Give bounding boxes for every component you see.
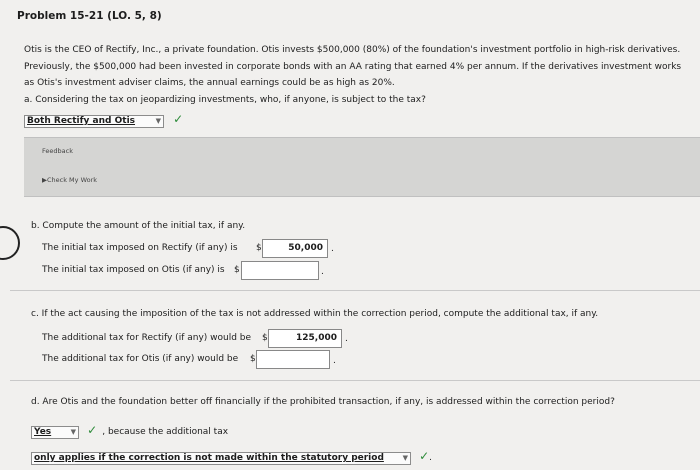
period: . xyxy=(331,244,334,254)
currency-symbol: $ xyxy=(256,243,262,253)
divider xyxy=(10,380,700,381)
scroll-indicator-icon xyxy=(0,226,20,260)
period: . xyxy=(429,453,433,463)
currency-symbol: $ xyxy=(262,333,268,343)
answer-d-text: , because the additional tax xyxy=(102,427,229,437)
chevron-down-icon: ▼ xyxy=(155,117,161,125)
period: . xyxy=(321,267,324,277)
answer-d-select-value: Yes xyxy=(34,427,52,437)
check-my-work-link[interactable]: ▶Check My Work xyxy=(42,176,98,184)
check-icon: ✓ xyxy=(419,449,430,463)
feedback-panel xyxy=(24,137,700,197)
problem-title: Problem 15-21 (LO. 5, 8) xyxy=(17,10,162,22)
answer-a-row xyxy=(24,108,183,128)
additional-tax-otis-input[interactable] xyxy=(256,350,330,369)
additional-tax-rectify-label: The additional tax for Rectify (if any) would be xyxy=(42,333,252,343)
additional-tax-rectify-input[interactable]: 125,000 xyxy=(268,329,342,348)
question-b: b. Compute the amount of the initial tax, if any. xyxy=(31,221,246,231)
answer-d-select[interactable] xyxy=(31,426,79,439)
tax-rectify-label: The initial tax imposed on Rectify (if any) is xyxy=(42,243,238,253)
answer-d-select-2-value: only applies if the correction is not made within the statutory period xyxy=(34,453,384,463)
currency-symbol: $ xyxy=(250,354,256,364)
question-a: a. Considering the tax on jeopardizing investments, who, if anyone, is subject to the tax? xyxy=(24,95,426,105)
answer-d-row-2 xyxy=(31,445,432,465)
tax-rectify-input[interactable]: 50,000 xyxy=(262,239,328,258)
period: . xyxy=(345,334,348,344)
chevron-down-icon: ▼ xyxy=(70,428,76,436)
period: . xyxy=(333,356,336,366)
currency-symbol: $ xyxy=(234,265,240,275)
answer-d-row xyxy=(31,419,228,439)
answer-d-select-2[interactable] xyxy=(31,452,411,465)
answer-a-select[interactable] xyxy=(24,115,164,128)
problem-intro: Otis is the CEO of Rectify, Inc., a private foundation. Otis invests $500,000 (80%) of the foundation's investment portfolio in high-risk derivatives. Previously, the $500,000 had been invested in corporate bonds with an AA rating that earned 4% per annum. If the derivatives investment works as Otis's investment adviser claims, the annual earnings could be as high as 20%. xyxy=(24,45,682,88)
question-c: c. If the act causing the imposition of the tax is not addressed within the correction period, compute the additional tax, if any. xyxy=(31,309,599,319)
additional-tax-otis-label: The additional tax for Otis (if any) would be xyxy=(42,354,239,364)
check-icon: ✓ xyxy=(87,423,98,437)
tax-otis-label: The initial tax imposed on Otis (if any) is xyxy=(42,265,225,275)
chevron-down-icon: ▼ xyxy=(402,454,408,462)
feedback-label: Feedback xyxy=(42,147,73,155)
tax-otis-input[interactable] xyxy=(241,261,319,280)
divider xyxy=(10,290,700,291)
question-d: d. Are Otis and the foundation better off financially if the prohibited transaction, if any, is addressed within the correction period? xyxy=(31,397,615,407)
answer-a-select-value: Both Rectify and Otis xyxy=(27,116,136,126)
check-icon: ✓ xyxy=(173,112,184,126)
